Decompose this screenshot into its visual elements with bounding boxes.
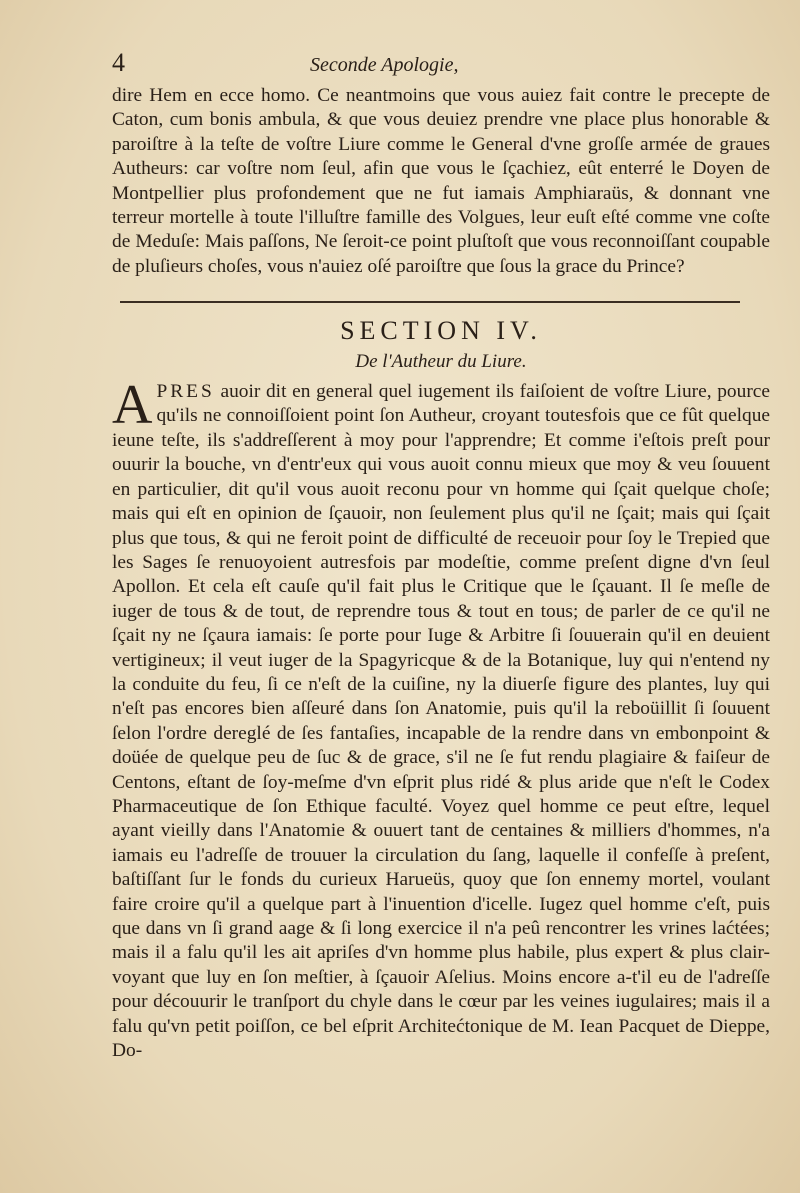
section-subtitle: De l'Autheur du Liure. <box>355 350 527 372</box>
section-divider <box>120 301 740 303</box>
section-title: SECTION IV. <box>340 316 542 346</box>
intro-paragraph: dire Hem en ecce homo. Ce neantmoins que vous auiez fait contre le precepte de Caton, cum bonis ambula, & que vous deuiez prendre vne place plus honorable & paroiſtre à la teſte de voſtre Liure comme le General d'vne groſſe armée de graues Autheurs: car voſtre nom ſeul, afin que vous le ſçachiez, eût enterré le Doyen de Montpellier plus profondement que ne fut iamais Amphiaraüs, & donnant vne terreur mortelle à toute l'illuſtre famille des Volgues, leur euſt eſté comme vne coſte de Meduſe: Mais paſſons, Ne ſeroit-ce point pluſtoſt que vous reconnoiſſant coupable de pluſieurs choſes, vous n'auiez oſé paroiſtre que ſous la grace du Prince? <box>112 85 770 277</box>
section-body <box>112 374 770 1063</box>
first-word: PRES <box>156 381 215 403</box>
main-text <box>112 84 770 1063</box>
page-number: 4 <box>112 48 125 77</box>
running-head: Seconde Apologie, <box>310 54 459 76</box>
section-body-text: auoir dit en general quel iugement ils faiſoient de voſtre Liure, pource qu'ils ne connoiſſoient point ſon Autheur, croyant toutesfois que ce fût quelque ieune teſte, ils s'addreſſerent à moy pour l'apprendre; Et comme i'eſtois preſt pour ouurir la bouche, vn d'entr'eux qui vous auoit connu mieux que moy & veu ſouuent en particulier, dit qu'il vous auoit reconu pour vn homme qui ſçait quelque choſe; mais qui eſt en opinion de ſçauoir, non ſeulement plus qu'il ne ſçait; mais qui ſçait plus que tous, & qui ne feroit point de difficulté de receuoir pour ſoy le Trepied que les Sages ſe renuoyoient autresfois par modeſtie, comme preſent digne d'vn ſeul Apollon. Et cela eſt cauſe qu'il fait plus le Critique que le ſçauant. Il ſe meſle de iuger de tous & de tout, de reprendre tous & tout en tous; de parler de ce qu'il ne ſçait ny ne ſçaura iamais: ſe porte pour Iuge & Arbitre ſi ſouuerain qu'il en deuient vertigineux; il veut iuger de la Spagyricque & de la Botanique, luy qui n'entend ny la conduite du feu, ſi ce n'eſt de la cuiſine, ny la diuerſe figure des plantes, luy qui n'eſt pas encores bien aſſeuré dans ſon Anatomie, puis qu'il la reboüillit ſi ſouuent ſelon l'ordre dereglé de ſes fantaſies, incapable de la rendre dans vn embonpoint & doüée de quelque peu de ſuc & de grace, s'il ne ſe fut rendu plagiaire & faiſeur de Centons, eſtant de ſoy-meſme d'vn eſprit plus ridé & plus aride que n'eſt le Codex Pharmaceutique de ſon Ethique faculté. Voyez quel homme ce peut eſtre, lequel ayant vieilly dans l'Anatomie & ouuert tant de centaines & milliers d'hommes, n'a iamais eu l'adreſſe de trouuer la circulation du ſang, laquelle il confeſſe à preſent, baſtiſſant ſur le fonds du curieux Harueüs, quoy que ſon ennemy mortel, voulant faire croire qu'il a quelque part à l'inuention d'icelle. Iugez quel homme c'eſt, puis que dans vn ſi grand aage & ſi long exercice il n'a peû rencontrer les vrines laćtées; mais il a falu qu'il les ait apriſes d'vn homme plus habile, plus expert & plus clair-voyant que luy en ſon meſtier, à ſçauoir Aſelius. Moins encore a-t'il eu de l'adreſſe pour découurir le tranſport du chyle dans le cœur par les veines iugulaires; mais il a falu qu'vn petit poiſſon, ce bel eſprit Architećtonique de M. Iean Pacquet de Dieppe, Do- <box>112 381 770 1062</box>
page-header <box>112 48 770 84</box>
drop-cap: A <box>112 374 153 437</box>
